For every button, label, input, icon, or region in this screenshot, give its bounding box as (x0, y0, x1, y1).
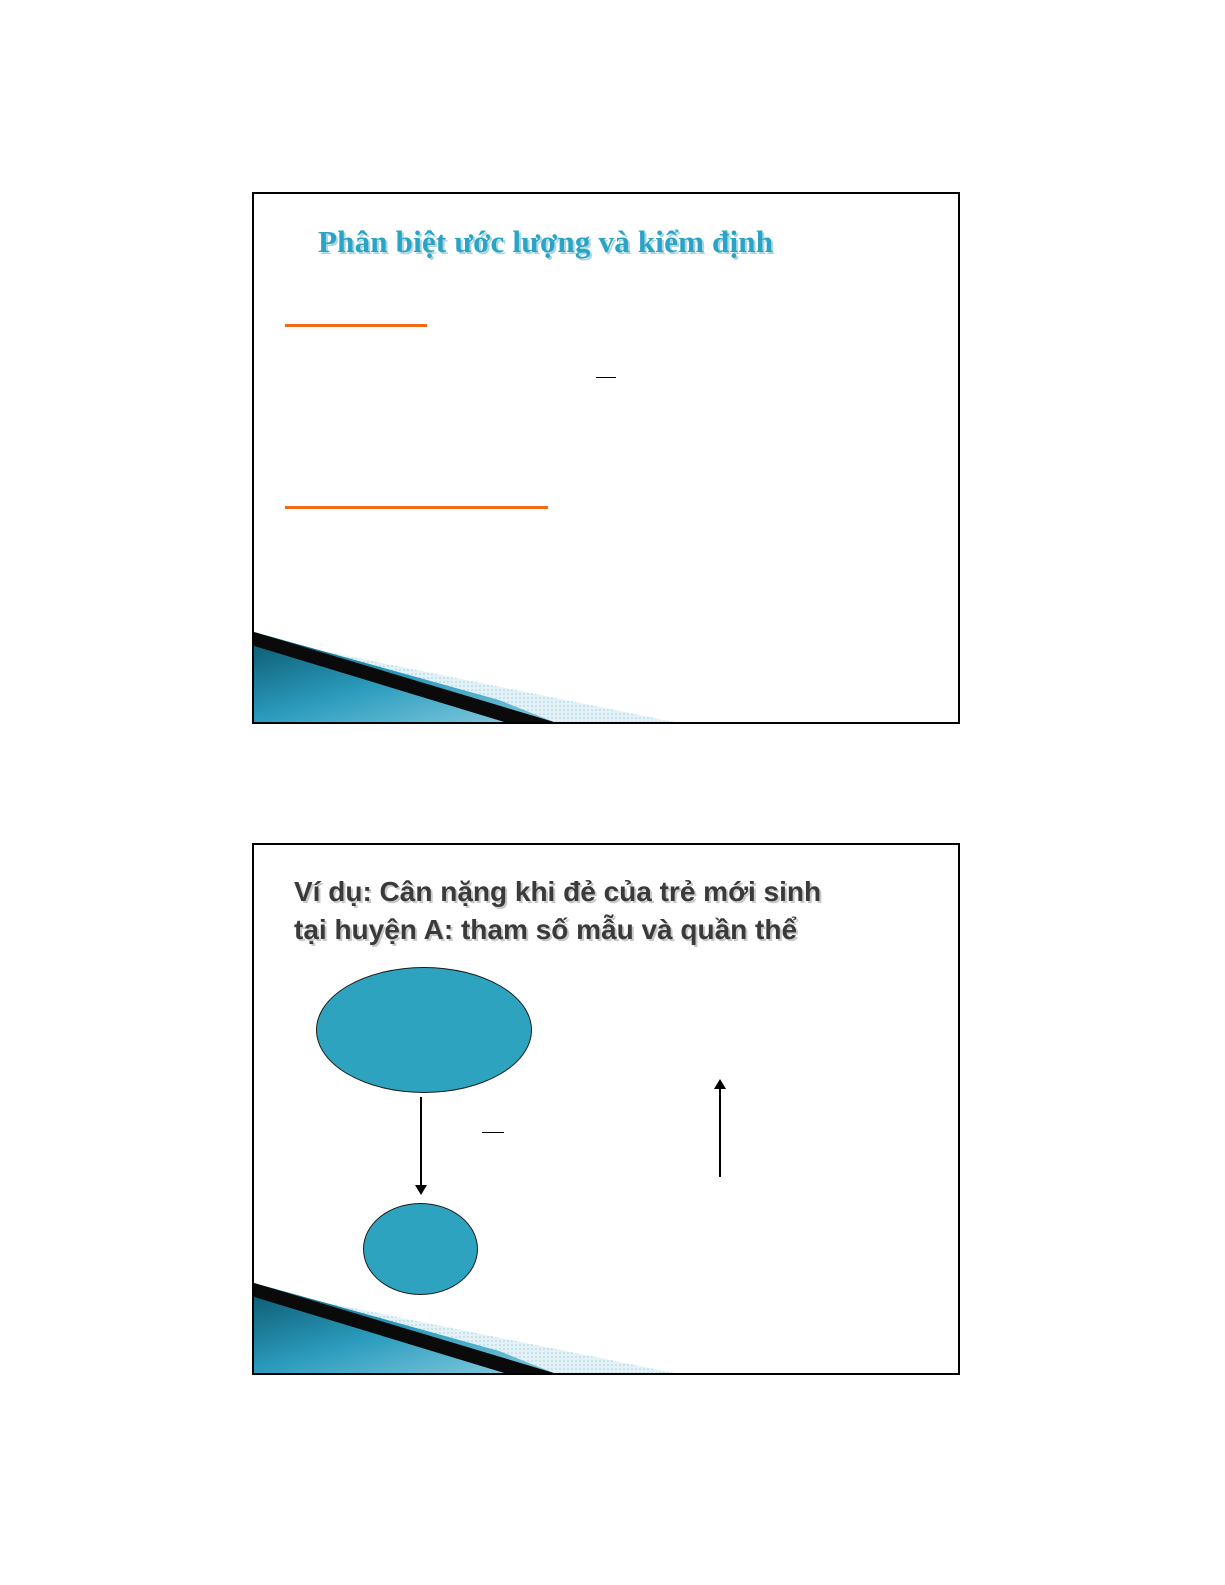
title-line-1: Ví dụ: Cân nặng khi đẻ của trẻ mới sinh (294, 876, 822, 907)
slide-corner-decoration (254, 632, 674, 722)
slide-estimation-vs-testing (252, 192, 960, 724)
population-ellipse (316, 967, 532, 1093)
overbar-mark (482, 1132, 504, 1133)
title-line-2: tại huyện A: tham số mẫu và quần thể (294, 914, 798, 945)
down-arrow (414, 1097, 428, 1197)
slide-example-birth-weight (252, 843, 960, 1375)
slide-corner-decoration (254, 1283, 674, 1373)
slide-title (294, 873, 934, 949)
up-arrow (713, 1079, 727, 1179)
section-underline-1 (285, 324, 427, 327)
slide-title: Phân biệt ước lượng và kiểm định (318, 224, 774, 259)
sample-ellipse (363, 1203, 478, 1295)
section-underline-2 (285, 506, 548, 509)
overbar-mark (596, 377, 616, 378)
